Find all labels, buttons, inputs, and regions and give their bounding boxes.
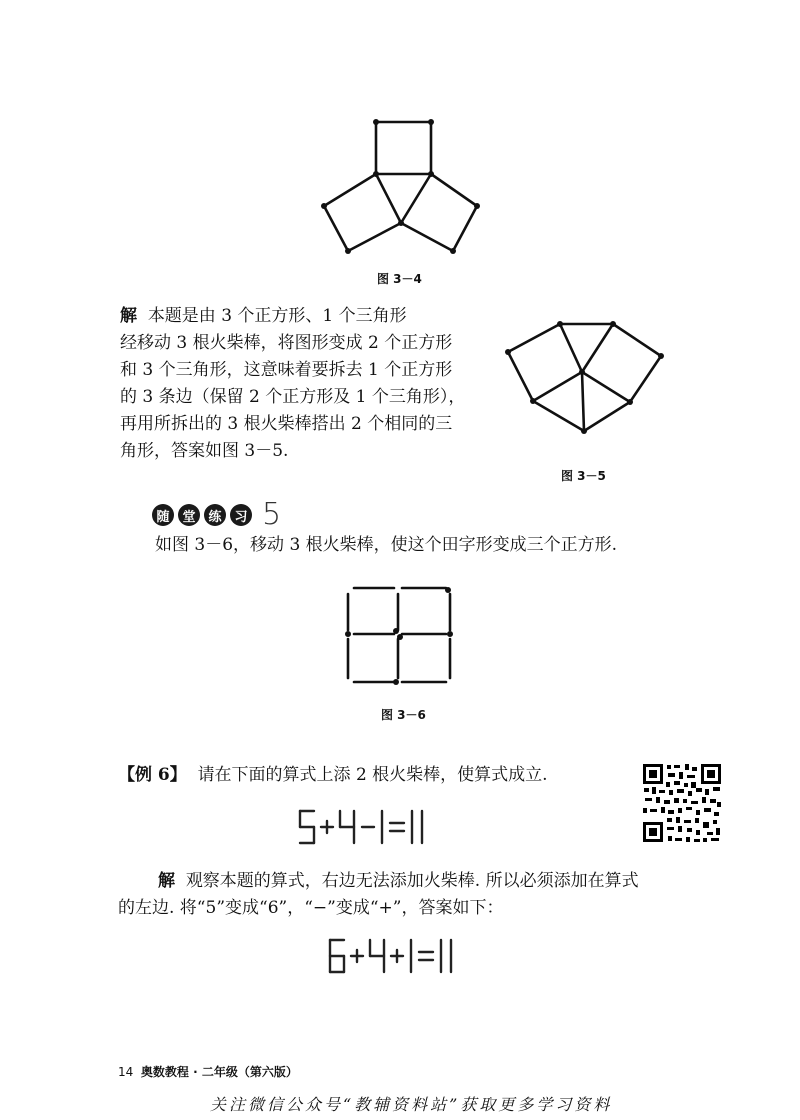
equation-5-plus-4-minus-1-equals-11 bbox=[296, 808, 456, 848]
solution-line: 本题是由 3 个正方形、1 个三角形 bbox=[147, 306, 407, 326]
figure-3-6 bbox=[340, 582, 460, 692]
solution-line: 经移动 3 根火柴棒，将图形变成 2 个正方形 bbox=[120, 333, 453, 353]
practice-number: 5 bbox=[262, 497, 282, 532]
figure-3-6-caption: 图 3－6 bbox=[381, 708, 426, 722]
practice-header bbox=[152, 497, 282, 532]
practice-badge: 堂 bbox=[178, 504, 200, 526]
equation-6-plus-4-plus-1-equals-11 bbox=[326, 937, 486, 977]
practice-badge: 练 bbox=[204, 504, 226, 526]
page-footer bbox=[118, 1063, 298, 1080]
solution-line: 的 3 条边（保留 2 个正方形及 1 个三角形）， bbox=[120, 387, 466, 407]
watermark-text: 关注微信公众号“教辅资料站”获取更多学习资料 bbox=[210, 1095, 613, 1114]
example-label: 【例 6】 bbox=[118, 765, 187, 785]
solution-line: 和 3 个三角形，这意味着要拆去 1 个正方形 bbox=[120, 360, 453, 380]
practice-text: 如图 3－6，移动 3 根火柴棒，使这个田字形变成三个正方形. bbox=[155, 535, 618, 555]
figure-3-5 bbox=[500, 315, 670, 440]
solution-label: 解 bbox=[120, 306, 137, 326]
practice-badge: 随 bbox=[152, 504, 174, 526]
solution-line: 观察本题的算式，右边无法添加火柴棒. 所以必须添加在算式 bbox=[185, 871, 639, 891]
figure-3-4-caption: 图 3－4 bbox=[377, 272, 422, 286]
solution-2-paragraph bbox=[118, 868, 718, 922]
example-6 bbox=[118, 762, 548, 789]
book-title: 奥数教程 · 二年级（第六版） bbox=[140, 1065, 298, 1079]
solution-line: 角形，答案如图 3－5. bbox=[120, 441, 289, 461]
solution-label: 解 bbox=[158, 871, 175, 891]
figure-3-4 bbox=[310, 110, 490, 260]
solution-1-paragraph bbox=[120, 303, 490, 465]
figure-3-5-caption: 图 3－5 bbox=[561, 469, 606, 483]
page-number: 14 bbox=[118, 1065, 134, 1079]
qr-code-icon bbox=[641, 762, 723, 844]
practice-badge: 习 bbox=[230, 504, 252, 526]
solution-line: 再用所拆出的 3 根火柴棒搭出 2 个相同的三 bbox=[120, 414, 453, 434]
example-text: 请在下面的算式上添 2 根火柴棒，使算式成立. bbox=[197, 765, 548, 785]
solution-line: 的左边. 将“5”变成“6”，“−”变成“+”，答案如下： bbox=[118, 898, 504, 918]
